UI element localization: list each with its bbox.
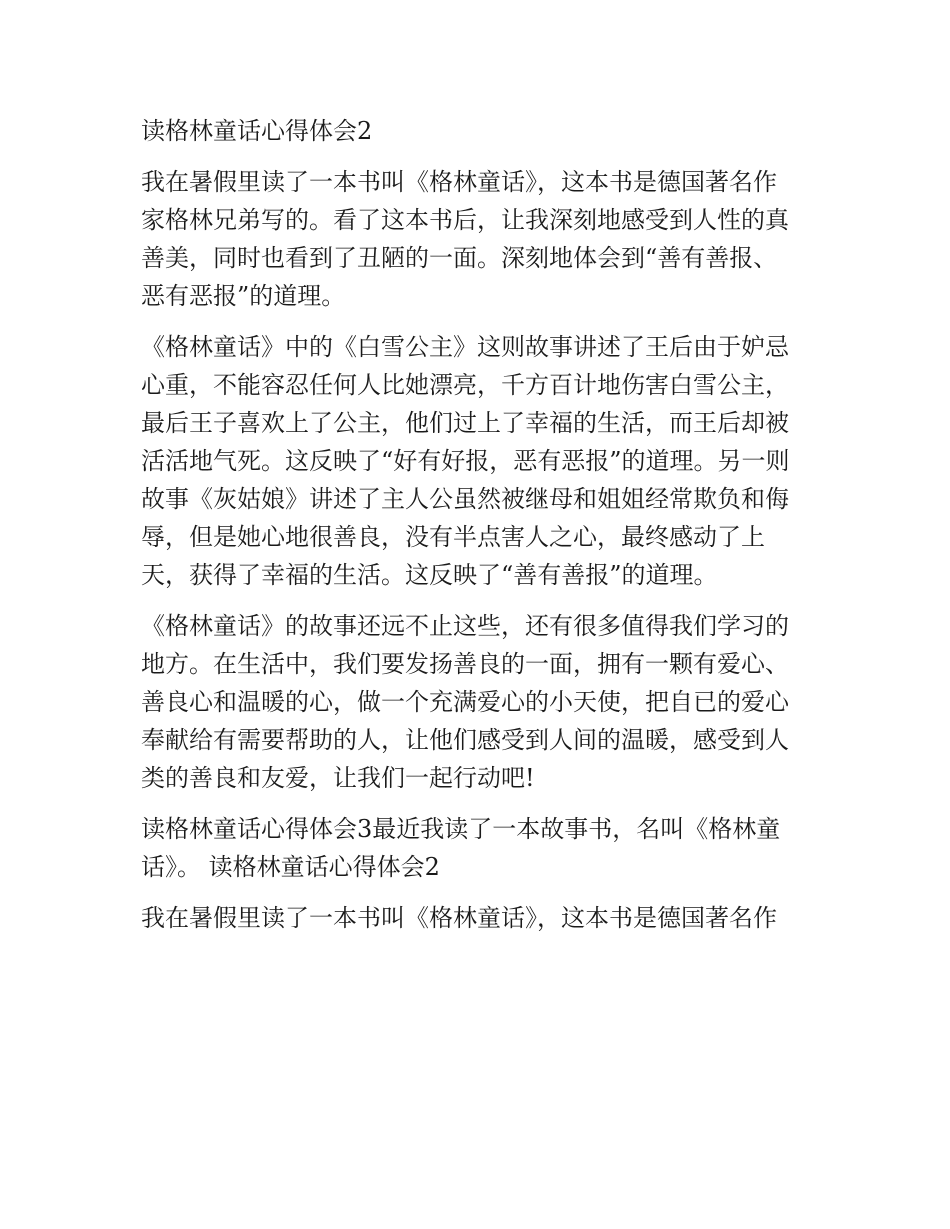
text-line: 家格林兄弟写的。看了这本书后，让我深刻地感受到人性的真 [141,206,789,234]
document-body [141,112,816,937]
paragraph-5 [141,899,816,937]
paragraph-2 [141,328,816,594]
text-line: 心重，不能容忍任何人比她漂亮，千方百计地伤害白雪公主， [141,371,789,399]
text-line: 辱，但是她心地很善良，没有半点害人之心，最终感动了上 [141,523,765,551]
text-line: 天，获得了幸福的生活。这反映了“善有善报”的道理。 [141,561,718,589]
text-line: 活活地气死。这反映了“好有好报，恶有恶报”的道理。另一则 [141,447,790,475]
text-line: 类的善良和友爱，让我们一起行动吧! [141,764,535,792]
text-line: 恶有恶报”的道理。 [141,282,346,310]
text-line: 我在暑假里读了一本书叫《格林童话》，这本书是德国著名作 [141,904,777,932]
text-line: 我在暑假里读了一本书叫《格林童话》，这本书是德国著名作 [141,168,777,196]
paragraph-1 [141,163,816,315]
text-line: 最后王子喜欢上了公主，他们过上了幸福的生活，而王后却被 [141,409,789,437]
paragraph-3 [141,607,816,797]
text-line: 奉献给有需要帮助的人，让他们感受到人间的温暖，感受到人 [141,726,789,754]
text-line: 故事《灰姑娘》讲述了主人公虽然被继母和姐姐经常欺负和侮 [141,485,789,513]
text-line: 《格林童话》的故事还远不止这些，还有很多值得我们学习的 [141,612,789,640]
paragraph-4 [141,810,816,886]
text-line: 善良心和温暖的心，做一个充满爱心的小天使，把自已的爱心 [141,688,789,716]
text-line: 地方。在生活中，我们要发扬善良的一面，拥有一颗有爱心、 [141,650,789,678]
text-line: 读格林童话心得体会3最近我读了一本故事书，名叫《格林童 [141,815,781,843]
text-line: 话》。 读格林童话心得体会2 [141,853,440,881]
text-line: 善美，同时也看到了丑陋的一面。深刻地体会到“善有善报、 [141,244,778,272]
heading-line: 读格林童话心得体会2 [141,117,373,145]
text-line: 《格林童话》中的《白雪公主》这则故事讲述了王后由于妒忌 [141,333,789,361]
